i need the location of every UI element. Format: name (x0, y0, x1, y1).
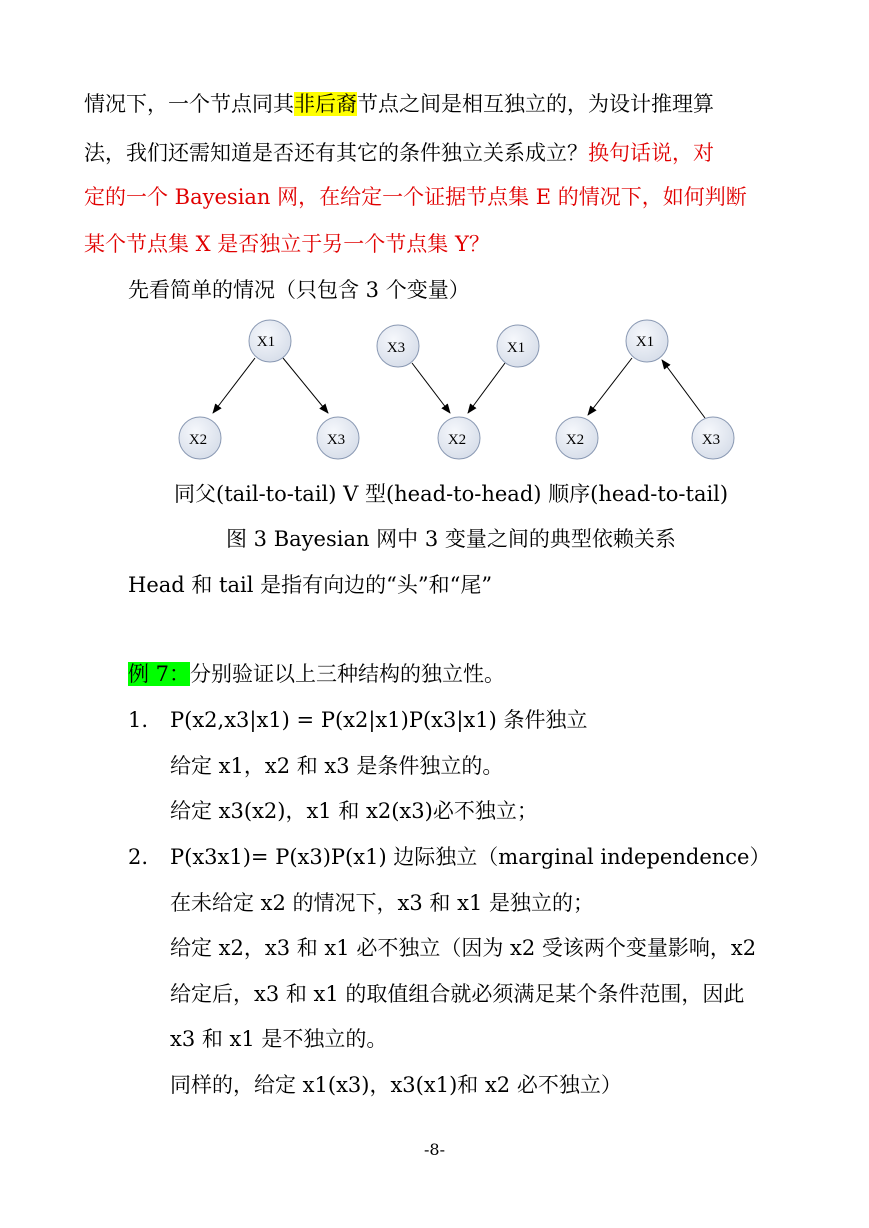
structure-head-to-head (377, 325, 539, 459)
red-text: 换句话说，对 (588, 141, 714, 165)
para-line-3: 定的一个 Bayesian 网，在给定一个证据节点集 E 的情况下，如何判断 (84, 185, 747, 209)
node-label: X1 (256, 334, 276, 350)
para-text: 节点之间是相互独立的，为设计推理算 (357, 92, 714, 116)
node-x3 (692, 417, 734, 459)
bayesian-structures-diagram (160, 318, 760, 468)
node-label: X3 (326, 432, 346, 448)
para-text: 法，我们还需知道是否还有其它的条件独立关系成立？ (84, 141, 588, 165)
node-x1 (249, 320, 291, 362)
node-label: X1 (506, 340, 526, 356)
diagram-caption: 同父(tail-to-tail) V 型(head-to-head) 顺序(head-to-tail) (174, 482, 729, 506)
structure-tail-to-tail (179, 320, 359, 459)
item-2-sub-1: 在未给定 x2 的情况下，x3 和 x1 是独立的； (170, 891, 594, 915)
para-text: 情况下，一个节点同其 (84, 92, 294, 116)
structure-head-to-tail (556, 320, 734, 459)
item-1-sub-1: 给定 x1，x2 和 x3 是条件独立的。 (170, 754, 504, 778)
node-label: X3 (386, 340, 406, 356)
para-line-2 (84, 139, 714, 167)
highlighted-text: 非后裔 (294, 92, 357, 116)
item-2-sub-2: 给定 x2，x3 和 x1 必不独立（因为 x2 受该两个变量影响，x2 (170, 936, 757, 960)
node-x1 (626, 320, 668, 362)
figure-title: 图 3 Bayesian 网中 3 变量之间的典型依赖关系 (226, 527, 676, 551)
intro-text: 先看简单的情况（只包含 3 个变量） (128, 278, 470, 302)
node-label: X2 (188, 432, 208, 448)
item-number: 1. (128, 708, 149, 732)
node-x2 (438, 417, 480, 459)
item-2-sub-3: 给定后，x3 和 x1 的取值组合就必须满足某个条件范围，因此 (170, 982, 745, 1006)
node-label: X1 (635, 334, 655, 350)
item-2-sub-5: 同样的，给定 x1(x3)，x3(x1)和 x2 必不独立） (170, 1073, 622, 1097)
node-x1 (497, 325, 539, 367)
node-x2 (556, 417, 598, 459)
para-line-4: 某个节点集 X 是否独立于另一个节点集 Y？ (84, 232, 490, 256)
page-number: -8- (424, 1140, 445, 1159)
node-x3 (377, 325, 419, 367)
node-x2 (179, 417, 221, 459)
para-line-1 (84, 90, 714, 118)
example-heading (128, 660, 505, 688)
item-text: P(x3x1)= P(x3)P(x1) 边际独立（marginal independence） (170, 845, 771, 869)
list-item-2 (128, 843, 770, 871)
node-label: X2 (447, 432, 467, 448)
example-text: 分别验证以上三种结构的独立性。 (190, 662, 506, 686)
node-x3 (317, 417, 359, 459)
example-label: 例 7： (128, 662, 191, 686)
list-item-1 (128, 706, 588, 734)
item-text: P(x2,x3|x1) = P(x2|x1)P(x3|x1) 条件独立 (170, 708, 588, 732)
item-2-sub-4: x3 和 x1 是不独立的。 (170, 1027, 388, 1051)
node-label: X3 (701, 432, 721, 448)
head-tail-note: Head 和 tail 是指有向边的“头”和“尾” (128, 573, 493, 597)
node-label: X2 (565, 432, 585, 448)
item-1-sub-2: 给定 x3(x2)，x1 和 x2(x3)必不独立； (170, 799, 538, 823)
item-number: 2. (128, 845, 149, 869)
